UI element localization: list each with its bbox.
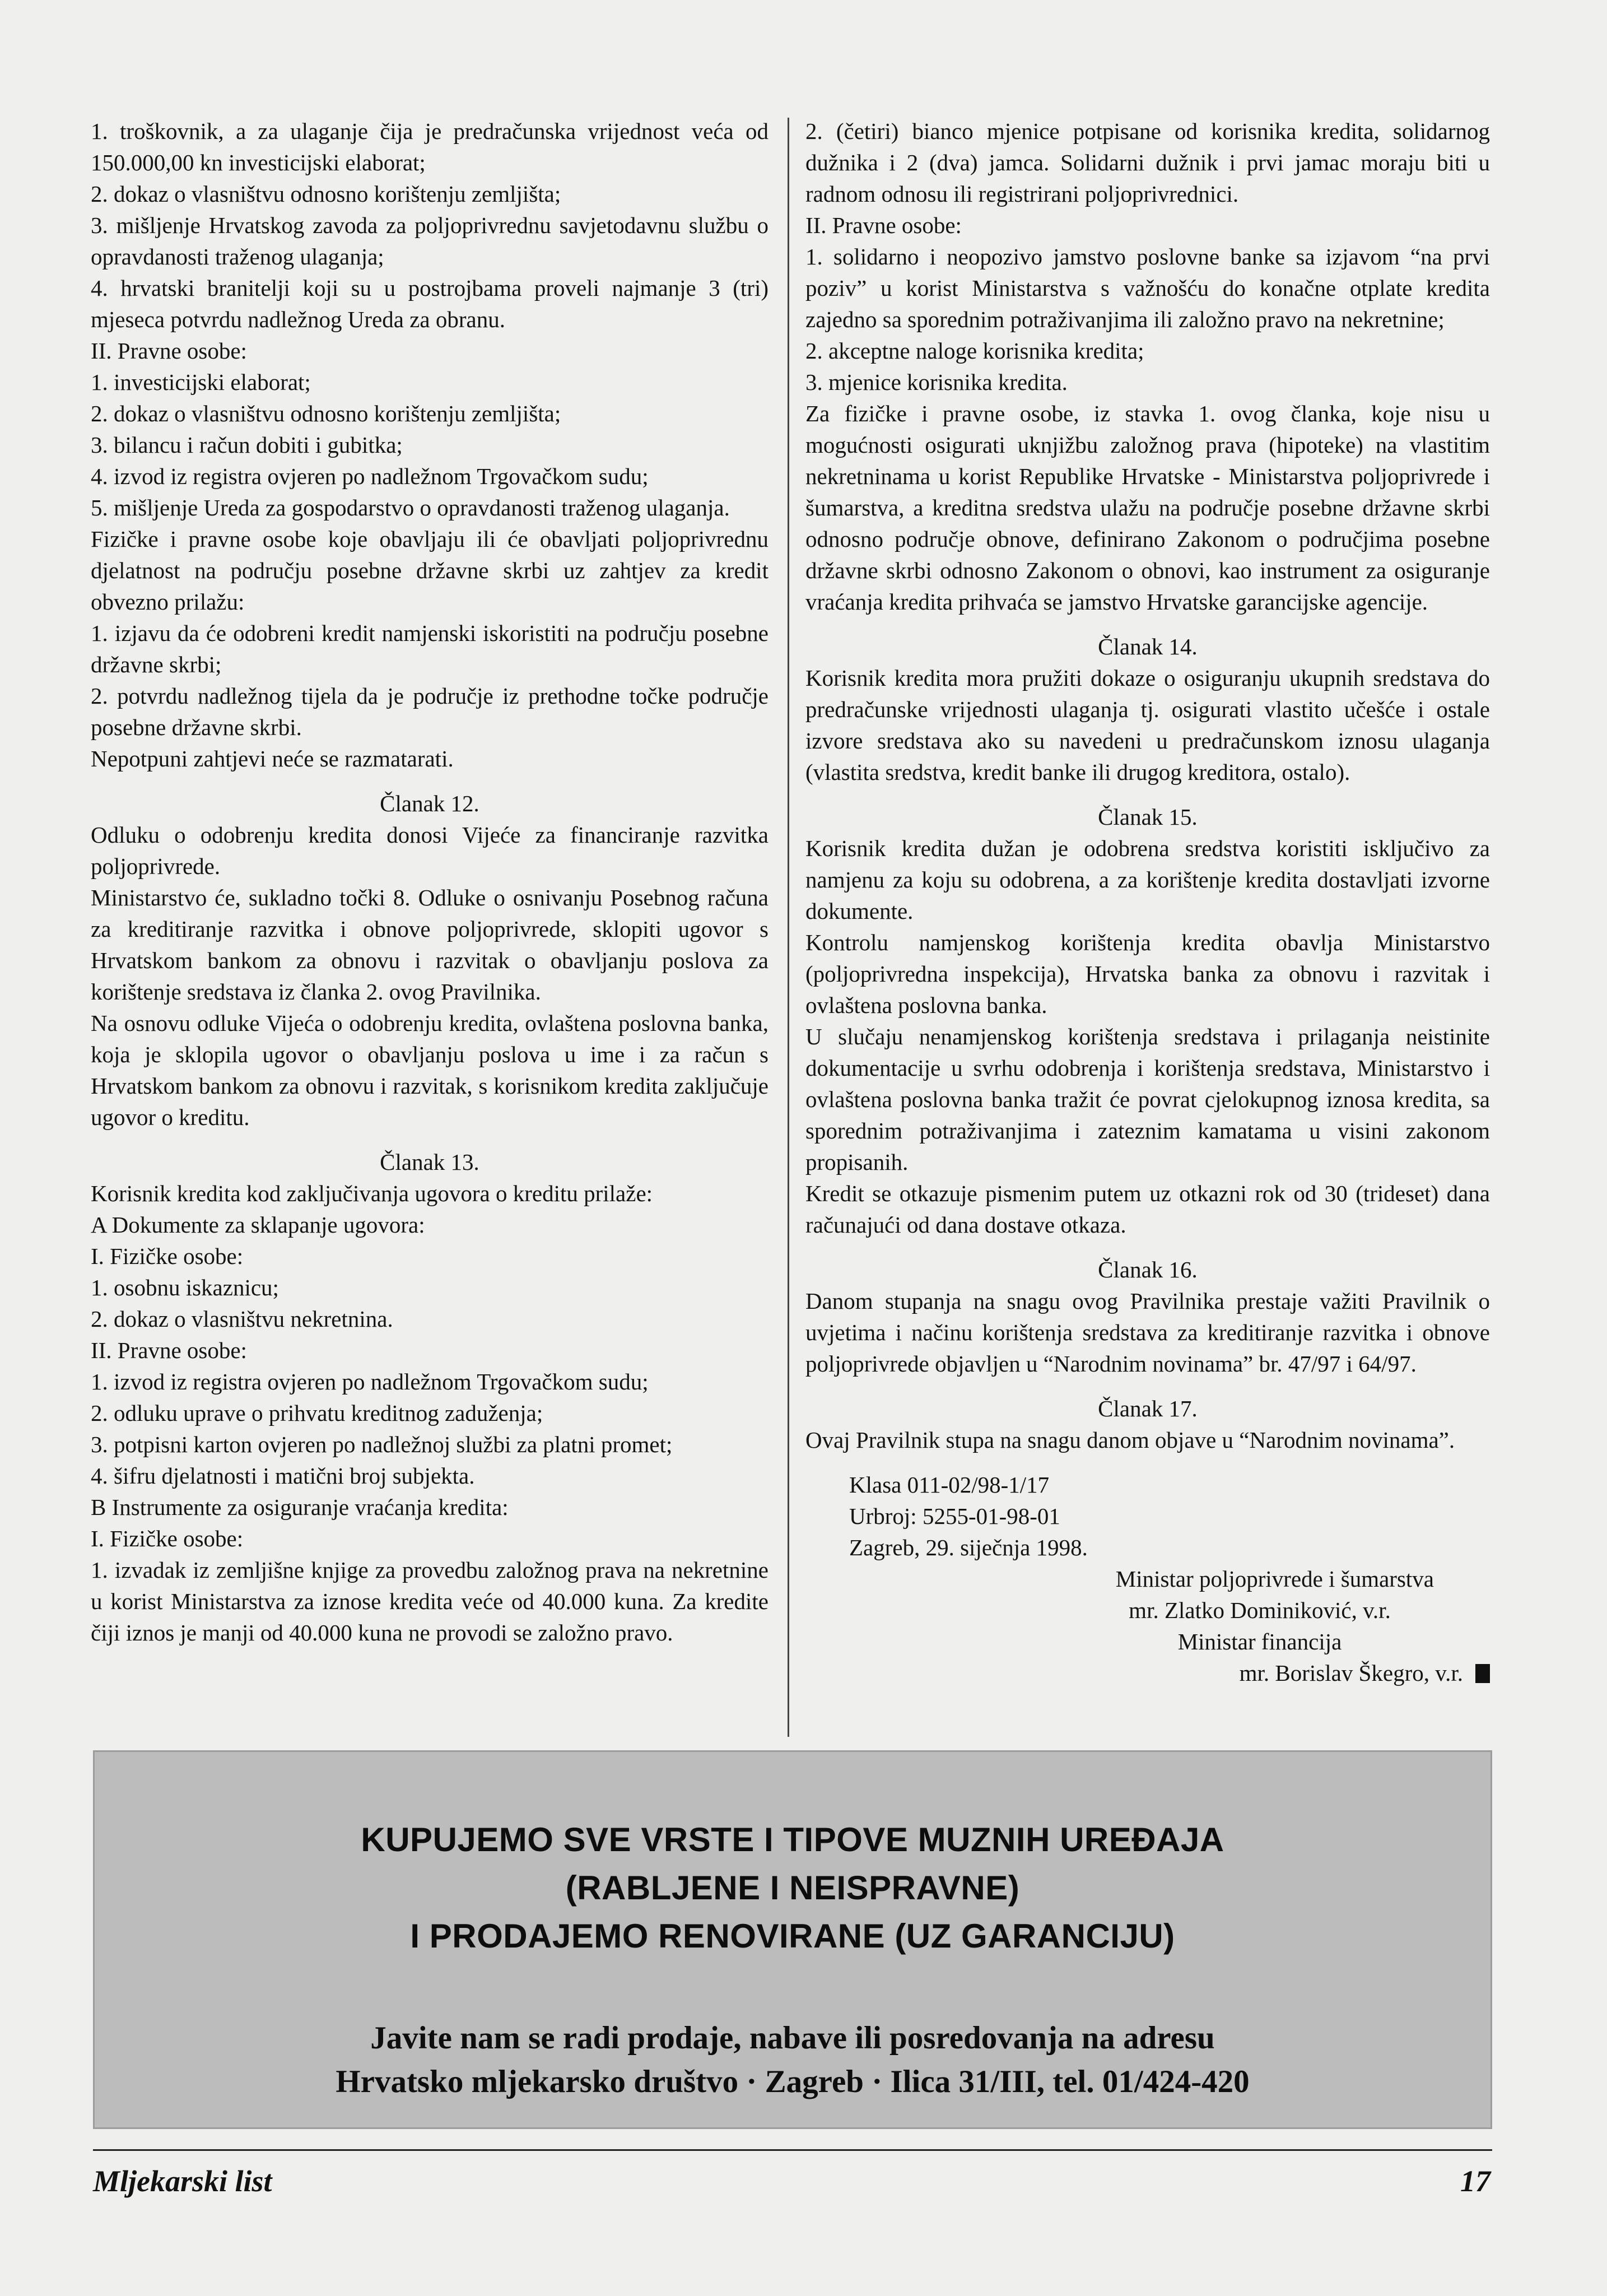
paragraph: 2. dokaz o vlasništvu odnosno korištenju zemljišta; xyxy=(91,181,561,207)
ad-headline-line: (RABLJENE I NEISPRAVNE) xyxy=(565,1869,1020,1907)
article-14-heading: Članak 14. xyxy=(1098,634,1198,659)
article-15-heading: Članak 15. xyxy=(1098,804,1198,830)
signer-name: mr. Borislav Škegro, v.r. xyxy=(1239,1660,1463,1686)
paragraph: 3. potpisni karton ovjeren po nadležnoj službi za platni promet; xyxy=(91,1431,673,1457)
ad-contact-line: Javite nam se radi prodaje, nabave ili posredovanja na adresu xyxy=(370,2020,1215,2056)
paragraph: 1. investicijski elaborat; xyxy=(91,369,311,395)
article-17-heading: Članak 17. xyxy=(1098,1396,1198,1421)
ad-headline-line: I PRODAJEMO RENOVIRANE (UZ GARANCIJU) xyxy=(410,1917,1175,1955)
paragraph: Za fizičke i pravne osobe, iz stavka 1. ovog članka, koje nisu u mogućnosti osigurati uknjižbu založnog prava (hipoteke) na vlastitim nekretninama u korist Republike Hrvatske - Ministarstva poljoprivrede i šumarstva, a kreditna sredstva ulažu na područje posebne državne skrbi odnosno područje obnove, definirano Zakonom o područjima posebne državne skrbi odnosno Zakonom o obnovi, kao instrument za osiguranje vraćanja kredita prihvaća se jamstvo Hrvatske garancijske agencije. xyxy=(805,401,1490,615)
page-number: 17 xyxy=(1460,2164,1490,2198)
paragraph: 4. šifru djelatnosti i matični broj subjekta. xyxy=(91,1463,475,1489)
paragraph: Korisnik kredita mora pružiti dokaze o osiguranju ukupnih sredstava do predračunske vrijednosti ulaganja tj. osigurati vlastito učešće i ostale izvore sredstava ako su navedeni u predračunskom iznosu ulaganja (vlastita sredstva, kredit banke ili drugog kreditora, ostalo). xyxy=(805,665,1490,785)
footer-rule xyxy=(93,2149,1492,2151)
paragraph: 2. (četiri) bianco mjenice potpisane od korisnika kredita, solidarnog dužnika i 2 (dva) jamca. Solidarni dužnik i prvi jamac moraju biti u radnom odnosu ili registrirani poljoprivrednici. xyxy=(805,118,1490,207)
paragraph: 5. mišljenje Ureda za gospodarstvo o opravdanosti traženog ulaganja. xyxy=(91,495,730,520)
right-column xyxy=(805,115,1490,1689)
signature-block xyxy=(805,1563,1490,1689)
paragraph: 1. troškovnik, a za ulaganje čija je predračunska vrijednost veća od 150.000,00 kn investicijski elaborat; xyxy=(91,118,768,175)
paragraph: Kontrolu namjenskog korištenja kredita obavlja Ministarstvo (poljoprivredna inspekcija), Hrvatska banka za obnovu i razvitak i ovlaštena poslovna banka. xyxy=(805,929,1490,1018)
article-12-heading: Članak 12. xyxy=(380,791,479,816)
paragraph: 4. hrvatski branitelji koji su u postrojbama proveli najmanje 3 (tri) mjeseca potvrdu nadležnog Ureda za obranu. xyxy=(91,275,768,332)
paragraph: B Instrumente za osiguranje vraćanja kredita: xyxy=(91,1494,509,1520)
paragraph: 3. mjenice korisnika kredita. xyxy=(805,369,1068,395)
paragraph: 2. akceptne naloge korisnika kredita; xyxy=(805,338,1144,364)
publication-name: Mljekarski list xyxy=(93,2164,272,2198)
paragraph: U slučaju nenamjenskog korištenja sredstava i prilaganja neistinite dokumentacije u svrhu odobrenja i korištenja sredstava, Ministarstvo i ovlaštena poslovna banka tražit će povrat cjelokupnog iznosa kredita, sa sporednim potraživanjima i zateznim kamatama u visini zakonom propisanih. xyxy=(805,1024,1490,1175)
paragraph: 2. dokaz o vlasništvu nekretnina. xyxy=(91,1306,393,1332)
article-13-heading: Članak 13. xyxy=(380,1149,479,1175)
paragraph: 3. bilancu i račun dobiti i gubitka; xyxy=(91,432,403,458)
paragraph: A Dokumente za sklapanje ugovora: xyxy=(91,1212,425,1238)
column-divider xyxy=(788,118,789,1737)
paragraph: Odluku o odobrenju kredita donosi Vijeće za financiranje razvitka poljoprivrede. xyxy=(91,822,768,879)
paragraph: 4. izvod iz registra ovjeren po nadležnom Trgovačkom sudu; xyxy=(91,463,649,489)
paragraph: Ovaj Pravilnik stupa na snagu danom objave u “Narodnim novinama”. xyxy=(805,1427,1455,1453)
signer-name: mr. Zlatko Dominiković, v.r. xyxy=(1129,1597,1391,1623)
paragraph: 2. odluku uprave o prihvatu kreditnog zaduženja; xyxy=(91,1400,543,1426)
paragraph: I. Fizičke osobe: xyxy=(91,1526,244,1551)
paragraph: 1. izvadak iz zemljišne knjige za provedbu založnog prava na nekretnine u korist Ministarstva za iznose kredita veće od 40.000 kuna. Za kredite čiji iznos je manji od 40.000 kuna ne provodi se založno pravo. xyxy=(91,1557,768,1646)
paragraph: Danom stupanja na snagu ovog Pravilnika prestaje važiti Pravilnik o uvjetima i načinu korištenja sredstava za kreditiranje razvitka i obnove poljoprivrede objavljen u “Narodnim novinama” br. 47/97 i 64/97. xyxy=(805,1288,1490,1377)
paragraph: Korisnik kredita kod zaključivanja ugovora o kreditu prilaže: xyxy=(91,1180,653,1206)
paragraph: 1. solidarno i neopozivo jamstvo poslovne banke sa izjavom “na prvi poziv” u korist Ministarstva s važnošću do konačne otplate kredita zajedno sa sporednim potraživanjima ili založno pravo na nekretnine; xyxy=(805,244,1490,332)
ad-contact-line: Hrvatsko mljekarsko društvo · Zagreb · Ilica 31/III, tel. 01/424-420 xyxy=(336,2064,1250,2099)
paragraph: Korisnik kredita dužan je odobrena sredstva koristiti isključivo za namjenu za koju su odobrena, a za korištenje kredita dostavljati izvorne dokumente. xyxy=(805,835,1490,924)
ad-headline-line: KUPUJEMO SVE VRSTE I TIPOVE MUZNIH UREĐAJA xyxy=(361,1821,1224,1858)
reference-number: Urbroj: 5255-01-98-01 xyxy=(849,1503,1060,1529)
paragraph: II. Pravne osobe: xyxy=(805,212,962,238)
paragraph: Kredit se otkazuje pismenim putem uz otkazni rok od 30 (trideset) dana računajući od dana dostave otkaza. xyxy=(805,1180,1490,1238)
paragraph: 1. izvod iz registra ovjeren po nadležnom Trgovačkom sudu; xyxy=(91,1369,649,1395)
paragraph: II. Pravne osobe: xyxy=(91,1337,247,1363)
signer-name-line xyxy=(805,1657,1490,1689)
reference-date: Zagreb, 29. siječnja 1998. xyxy=(849,1535,1088,1560)
paragraph: 1. osobnu iskaznicu; xyxy=(91,1275,279,1300)
paragraph: 2. dokaz o vlasništvu odnosno korištenju zemljišta; xyxy=(91,401,561,426)
paragraph: Nepotpuni zahtjevi neće se razmatarati. xyxy=(91,746,454,771)
left-column xyxy=(91,115,768,1648)
ad-contact xyxy=(95,2016,1490,2104)
paragraph: I. Fizičke osobe: xyxy=(91,1243,244,1269)
end-of-article-square-icon xyxy=(1475,1664,1490,1683)
paragraph: Na osnovu odluke Vijeća o odobrenju kredita, ovlaštena poslovna banka, koja je sklopila ugovor o obavljanju poslova u ime i za račun s Hrvatskom bankom za obnovu i razvitak, s korisnikom kredita zaključuje ugovor o kreditu. xyxy=(91,1010,768,1130)
reference-class: Klasa 011-02/98-1/17 xyxy=(849,1472,1050,1498)
signer-title: Ministar poljoprivrede i šumarstva xyxy=(1115,1566,1434,1592)
signer-title: Ministar financija xyxy=(1177,1629,1342,1654)
article-16-heading: Članak 16. xyxy=(1098,1257,1198,1282)
paragraph: 2. potvrdu nadležnog tijela da je područje iz prethodne točke područje posebne državne skrbi. xyxy=(91,683,768,740)
advertisement-box xyxy=(93,1750,1492,2129)
paragraph: Fizičke i pravne osobe koje obavljaju ili će obavljati poljoprivrednu djelatnost na području posebne državne skrbi uz zahtjev za kredit obvezno prilažu: xyxy=(91,526,768,615)
paragraph: 1. izjavu da će odobreni kredit namjenski iskoristiti na području posebne državne skrbi; xyxy=(91,620,768,677)
paragraph: 3. mišljenje Hrvatskog zavoda za poljoprivrednu savjetodavnu službu o opravdanosti traženog ulaganja; xyxy=(91,212,768,269)
paragraph: Ministarstvo će, sukladno točki 8. Odluke o osnivanju Posebnog računa za kreditiranje razvitka i obnove poljoprivrede, sklopiti ugovor s Hrvatskom bankom za obnovu i razvitak o obavljanju poslova za korištenje sredstava iz članka 2. ovog Pravilnika. xyxy=(91,885,768,1005)
ad-headline xyxy=(95,1816,1490,1960)
reference-block xyxy=(805,1469,1490,1563)
paragraph: II. Pravne osobe: xyxy=(91,338,247,364)
